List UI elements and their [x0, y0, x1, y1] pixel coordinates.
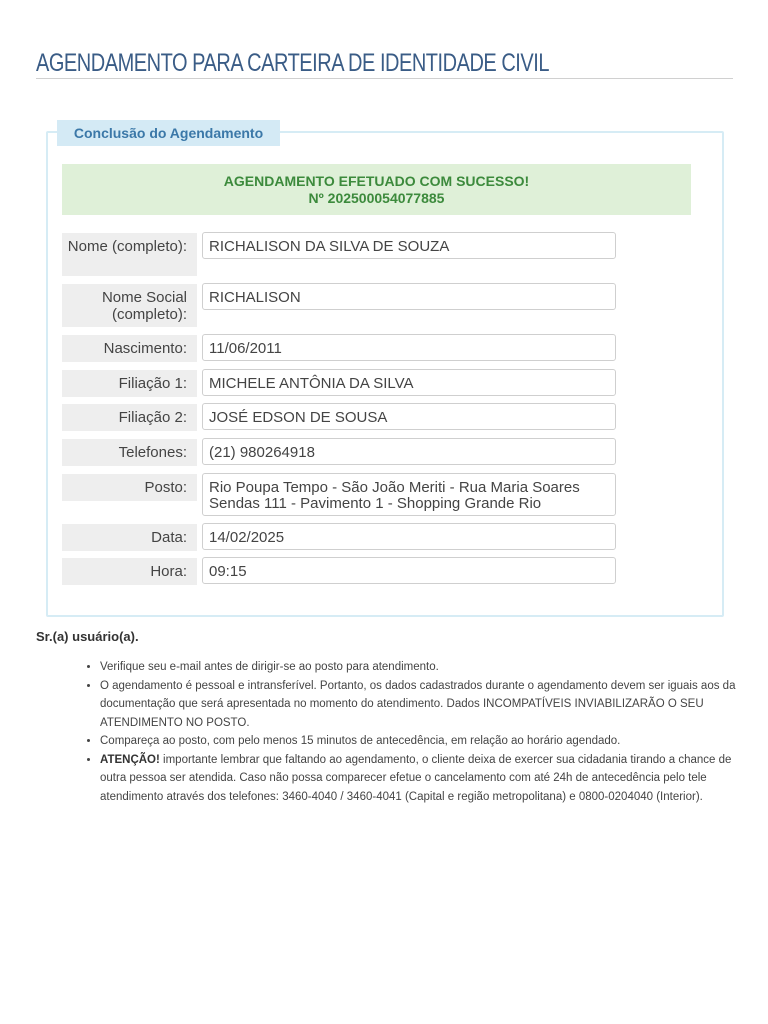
nome-social-field[interactable]: RICHALISON: [202, 283, 616, 310]
notice-item: • O agendamento é pessoal e intransferível. Portanto, os dados cadastrados durante o agendamento devem ser iguais aos da documentação que será apresentada no momento do atendimento. Dados INCOMPATÍVEIS INVIABILIZARÃO O SEU ATENDIMENTO NO POSTO.: [100, 677, 736, 733]
notice-heading: Sr.(a) usuário(a).: [36, 629, 139, 644]
hora-label: Hora:: [62, 558, 197, 585]
posto-label: Posto:: [62, 474, 197, 501]
nome-label: Nome (completo):: [62, 233, 197, 276]
posto-field[interactable]: Rio Poupa Tempo - São João Meriti - Rua Maria Soares Sendas 111 - Pavimento 1 - Shopping Grande Rio: [202, 473, 616, 516]
notice-item: • Compareça ao posto, com pelo menos 15 minutos de antecedência, em relação ao horário agendado.: [100, 732, 736, 751]
filiacao2-field[interactable]: JOSÉ EDSON DE SOUSA: [202, 403, 616, 430]
notice-item: • Verifique seu e-mail antes de dirigir-se ao posto para atendimento.: [100, 658, 736, 677]
notice-list: [68, 658, 736, 806]
nome-social-label: Nome Social (completo):: [62, 284, 197, 327]
data-field[interactable]: 14/02/2025: [202, 523, 616, 550]
filiacao1-label: Filiação 1:: [62, 370, 197, 397]
attention-label: ATENÇÃO!: [100, 753, 160, 766]
success-title: AGENDAMENTO EFETUADO COM SUCESSO!: [223, 173, 530, 189]
page-title: [36, 44, 733, 79]
notice-item: [100, 751, 736, 807]
attention-text: importante lembrar que faltando ao agendamento, o cliente deixa de exercer sua cidadania tirando a chance de outra pessoa ser atendida. Caso não possa comparecer efetue o cancelamento com até 24h de antecedência pelo tele atendimento através dos telefones: 3460-4040 / 3460-4041 (Capital e região metropolitana) e 0800-0204040 (Interior).: [100, 753, 732, 803]
nascimento-field[interactable]: 11/06/2011: [202, 334, 616, 361]
appointment-number: Nº 202500054077885: [308, 190, 445, 206]
telefones-label: Telefones:: [62, 439, 197, 466]
nascimento-label: Nascimento:: [62, 335, 197, 362]
telefones-field[interactable]: (21) 980264918: [202, 438, 616, 465]
hora-field[interactable]: 09:15: [202, 557, 616, 584]
data-label: Data:: [62, 524, 197, 551]
filiacao1-field[interactable]: MICHELE ANTÔNIA DA SILVA: [202, 369, 616, 396]
page-title-text: AGENDAMENTO PARA CARTEIRA DE IDENTIDADE CIVIL: [36, 49, 549, 77]
success-message: [62, 164, 691, 215]
nome-field[interactable]: RICHALISON DA SILVA DE SOUZA: [202, 232, 616, 259]
section-legend: Conclusão do Agendamento: [57, 120, 280, 146]
filiacao2-label: Filiação 2:: [62, 404, 197, 431]
